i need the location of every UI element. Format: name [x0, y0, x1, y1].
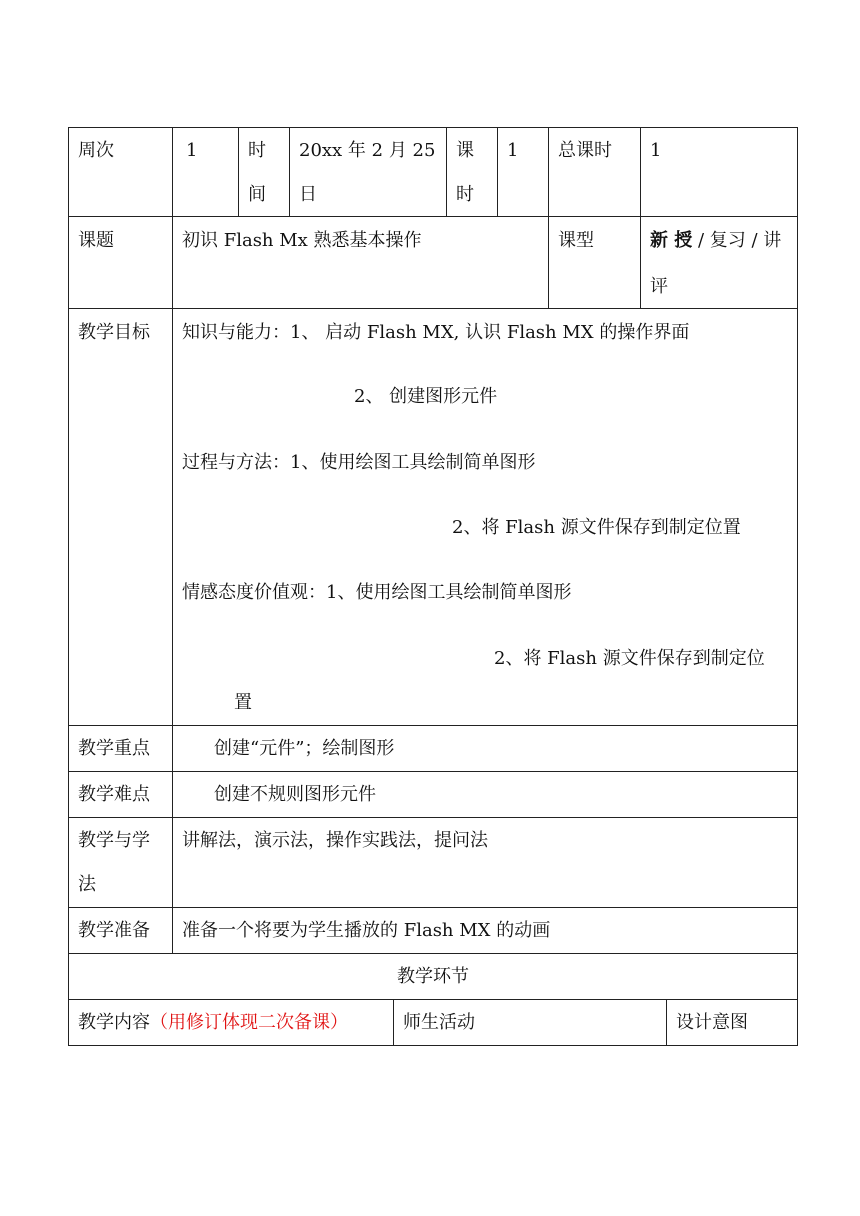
difficulty-label: 教学难点 [78, 784, 150, 805]
col-border [666, 999, 667, 1046]
objective-line: 2、将 Flash 源文件保存到制定位置 [452, 517, 741, 538]
section-title: 教学环节 [397, 966, 469, 987]
row-border [68, 725, 798, 726]
col-border [497, 127, 498, 217]
objective-line: 置 [234, 692, 252, 713]
focus-label: 教学重点 [78, 738, 150, 759]
row-border [68, 771, 798, 772]
col-border [797, 127, 798, 1046]
objective-line: 2、 创建图形元件 [354, 386, 498, 407]
total-lessons-label: 总课时 [558, 140, 612, 161]
prep-value: 准备一个将要为学生播放的 Flash MX 的动画 [182, 920, 551, 941]
lesson-label-line1: 课 [456, 140, 474, 161]
lesson-label-line2: 时 [456, 184, 474, 205]
lesson-type-selected: 新 授 [650, 230, 693, 251]
content-label: 教学内容 [78, 1012, 150, 1033]
lesson-value: 1 [507, 140, 519, 161]
objective-line: 过程与方法：1、使用绘图工具绘制简单图形 [182, 452, 536, 473]
col-border [238, 127, 239, 217]
col-border [172, 127, 173, 954]
methods-label-line2: 法 [78, 874, 96, 895]
lesson-type-options: / 复习 / 讲 [692, 230, 782, 251]
col-border [289, 127, 290, 217]
design-intent-header: 设计意图 [676, 1012, 748, 1033]
col-border [393, 999, 394, 1046]
total-lessons-value: 1 [650, 140, 662, 161]
week-value: 1 [186, 140, 198, 161]
row-border [68, 308, 798, 309]
content-note: （用修订体现二次备课） [150, 1012, 348, 1033]
prep-label: 教学准备 [78, 920, 150, 941]
objective-line: 2、将 Flash 源文件保存到制定位 [494, 648, 765, 669]
difficulty-value: 创建不规则图形元件 [214, 784, 376, 805]
lesson-type-label: 课型 [558, 230, 594, 251]
topic-value: 初识 Flash Mx 熟悉基本操作 [182, 230, 422, 251]
topic-label: 课题 [78, 230, 114, 251]
row-border [68, 216, 798, 217]
methods-label-line1: 教学与学 [78, 830, 150, 851]
date-line2: 日 [299, 184, 317, 205]
time-label-line1: 时 [248, 140, 266, 161]
objective-line: 情感态度价值观：1、使用绘图工具绘制简单图形 [182, 582, 572, 603]
col-border [640, 127, 641, 309]
col-border [68, 127, 69, 1046]
lesson-type-value [642, 218, 781, 264]
time-label-line2: 间 [248, 184, 266, 205]
activity-header: 师生活动 [403, 1012, 475, 1033]
objective-line: 知识与能力：1、 启动 Flash MX, 认识 Flash MX 的操作界面 [182, 322, 690, 343]
lesson-type-value-line2: 评 [650, 276, 668, 297]
content-header [70, 1000, 348, 1046]
focus-value: 创建“元件”；绘制图形 [214, 738, 395, 759]
methods-value: 讲解法，演示法，操作实践法，提问法 [182, 830, 488, 851]
col-border [446, 127, 447, 217]
week-label: 周次 [78, 140, 114, 161]
date-line1: 20xx 年 2 月 25 [299, 140, 436, 161]
col-border [548, 127, 549, 309]
objectives-label: 教学目标 [78, 322, 150, 343]
